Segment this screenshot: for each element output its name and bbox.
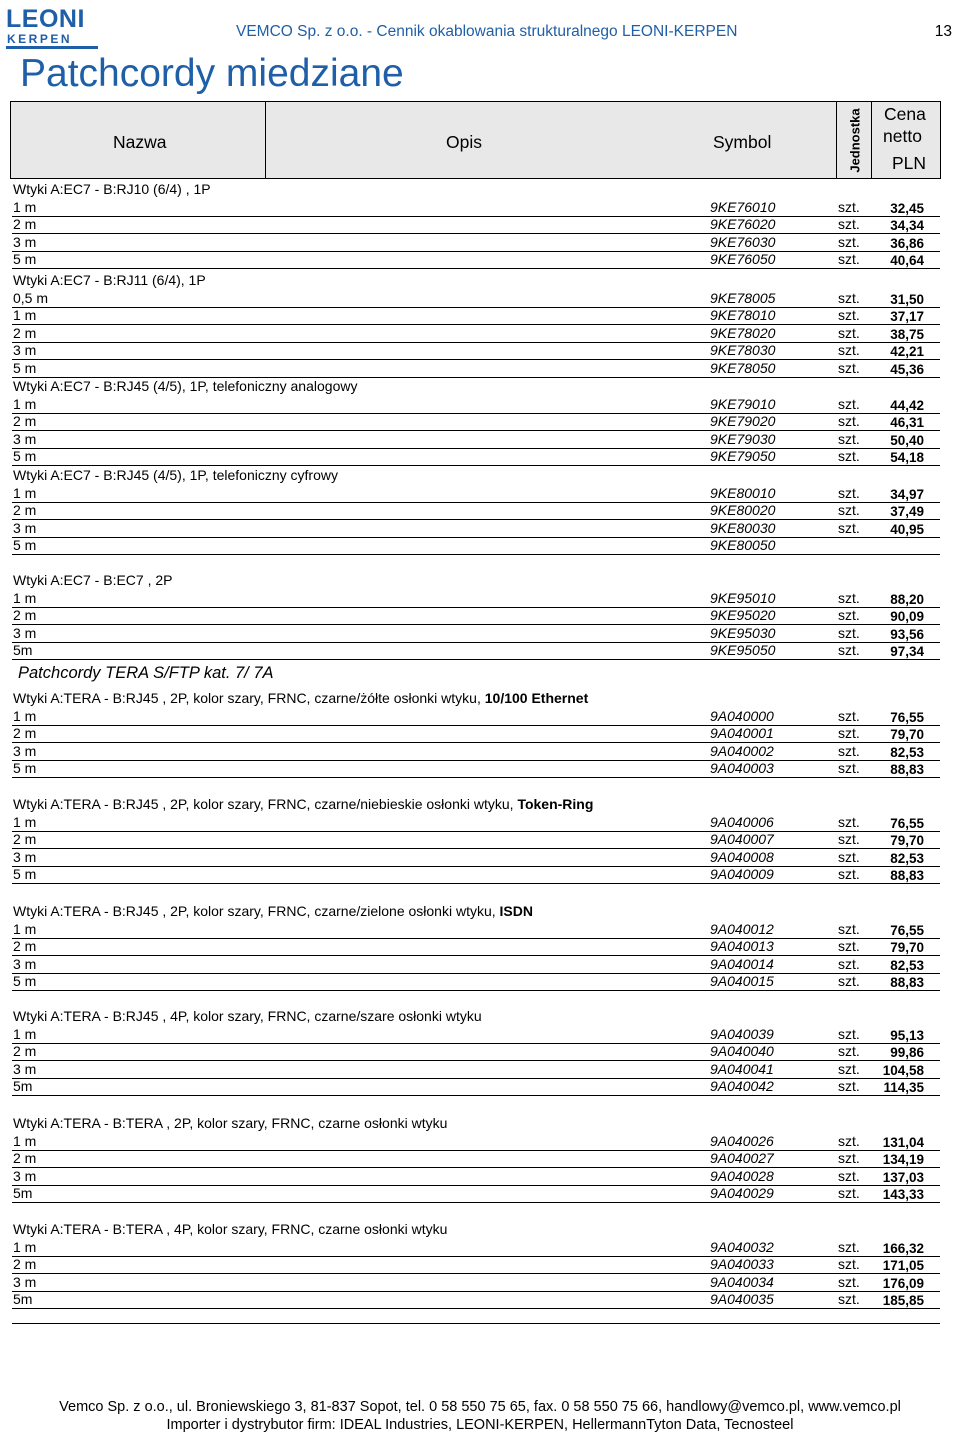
unit-cell: szt. <box>838 502 860 519</box>
group-title <box>13 796 593 813</box>
price-cell: 54,18 <box>890 450 924 466</box>
symbol-cell: 9KE80020 <box>710 502 776 519</box>
unit-cell: szt. <box>838 813 860 830</box>
length-cell: 2 m <box>13 502 37 519</box>
table-row <box>12 360 940 378</box>
length-cell: 1 m <box>13 707 37 724</box>
unit-cell: szt. <box>838 251 860 268</box>
length-cell: 5m <box>13 1291 33 1308</box>
table-row <box>12 814 940 832</box>
unit-cell: szt. <box>838 1150 860 1167</box>
price-cell: 34,97 <box>890 486 924 502</box>
symbol-cell: 9A040040 <box>710 1043 774 1060</box>
length-cell: 5 m <box>13 448 37 465</box>
group-header <box>12 1115 940 1132</box>
group-header <box>12 1221 940 1238</box>
symbol-cell: 9KE76010 <box>710 198 776 215</box>
table-row <box>12 1026 940 1044</box>
price-cell: 36,86 <box>890 235 924 251</box>
table-row <box>12 973 940 991</box>
price-cell: 185,85 <box>882 1293 924 1309</box>
symbol-cell: 9A040032 <box>710 1238 774 1255</box>
unit-cell: szt. <box>838 324 860 341</box>
symbol-cell: 9KE79020 <box>710 413 776 430</box>
length-cell: 2 m <box>13 607 37 624</box>
unit-cell: szt. <box>838 589 860 606</box>
symbol-cell: 9KE79050 <box>710 448 776 465</box>
group-title <box>13 690 588 707</box>
length-cell: 5m <box>13 1078 33 1095</box>
table-row <box>12 396 940 414</box>
price-cell: 79,70 <box>890 833 924 849</box>
price-cell: 76,55 <box>890 709 924 725</box>
unit-cell: szt. <box>838 1132 860 1149</box>
length-cell: 1 m <box>13 1132 37 1149</box>
symbol-cell: 9A040035 <box>710 1291 774 1308</box>
length-cell: 5 m <box>13 360 37 376</box>
group-title-part: , kolor szary, FRNC, czarne/szare osłonki wtyku <box>185 1008 482 1024</box>
symbol-cell: 9A040002 <box>710 742 774 759</box>
symbol-cell: 9A040015 <box>710 973 774 990</box>
table-row <box>12 431 940 449</box>
symbol-cell: 9KE76030 <box>710 233 776 250</box>
symbol-cell: 9KE78020 <box>710 324 776 341</box>
length-cell: 5 m <box>13 537 37 554</box>
symbol-cell: 9KE78050 <box>710 360 776 376</box>
length-cell: 2 m <box>13 831 37 848</box>
unit-cell: szt. <box>838 1025 860 1042</box>
table-row <box>12 866 940 884</box>
table-row <box>12 849 940 867</box>
price-cell: 31,50 <box>890 291 924 307</box>
table-row <box>12 342 940 360</box>
page-number: 13 <box>934 23 952 40</box>
table-row <box>12 938 940 956</box>
group-title-part: Token-Ring <box>517 796 594 812</box>
unit-cell: szt. <box>838 707 860 724</box>
symbol-cell: 9A040014 <box>710 955 774 972</box>
price-cell: 176,09 <box>882 1275 924 1291</box>
price-cell: 97,34 <box>890 644 924 660</box>
group-title-part: , kolor szary, FRNC, czarne/niebieskie osłonki wtyku, <box>185 796 518 812</box>
symbol-cell: 9A040027 <box>710 1150 774 1167</box>
length-cell: 1 m <box>13 1025 37 1042</box>
unit-cell: szt. <box>838 1043 860 1060</box>
length-cell: 0,5 m <box>13 289 49 306</box>
unit-cell: szt. <box>838 760 860 777</box>
unit-cell: szt. <box>838 955 860 972</box>
unit-cell: szt. <box>838 866 860 883</box>
leoni-kerpen-logo <box>6 6 100 46</box>
col-name-cell <box>10 101 266 179</box>
table-row <box>12 1078 940 1096</box>
table-row <box>12 743 940 761</box>
symbol-cell: 9A040001 <box>710 725 774 742</box>
price-cell: 76,55 <box>890 922 924 938</box>
table-row <box>12 413 940 431</box>
symbol-cell: 9A040042 <box>710 1078 774 1095</box>
symbol-cell: 9KE78005 <box>710 289 776 306</box>
unit-cell: szt. <box>838 519 860 536</box>
group-title-part: 10/100 Ethernet <box>484 690 589 706</box>
document-title: VEMCO Sp. z o.o. - Cennik okablowania strukturalnego LEONI-KERPEN <box>236 23 738 40</box>
price-cell: 79,70 <box>890 940 924 956</box>
length-cell: 2 m <box>13 413 37 430</box>
table-row <box>12 520 940 538</box>
symbol-cell: 9A040007 <box>710 831 774 848</box>
price-cell: 114,35 <box>883 1080 924 1096</box>
price-cell: 99,86 <box>890 1045 924 1061</box>
price-cell: 143,33 <box>882 1187 924 1203</box>
table-row <box>12 1256 940 1274</box>
unit-cell: szt. <box>838 973 860 990</box>
symbol-cell: 9A040028 <box>710 1167 774 1184</box>
symbol-cell: 9KE80030 <box>710 519 776 536</box>
table-row <box>12 725 940 743</box>
symbol-cell: 9A040006 <box>710 813 774 830</box>
group-title-part: , kolor szary, FRNC, czarne osłonki wtyku <box>189 1221 448 1237</box>
unit-cell: szt. <box>838 342 860 359</box>
unit-cell: szt. <box>838 448 860 465</box>
group-title-part: Wtyki A:TERA - B:TERA , 2P <box>13 1115 190 1131</box>
length-cell: 1 m <box>13 589 37 606</box>
price-cell: 46,31 <box>890 415 924 431</box>
unit-cell: szt. <box>838 742 860 759</box>
length-cell: 2 m <box>13 324 37 341</box>
unit-cell: szt. <box>838 642 860 659</box>
unit-cell: szt. <box>838 1291 860 1308</box>
col-unit-label: Jednostka <box>847 108 863 173</box>
table-row <box>12 607 940 625</box>
length-cell: 5m <box>13 1185 33 1202</box>
length-cell: 1 m <box>13 307 37 324</box>
length-cell: 3 m <box>13 624 37 641</box>
table-row <box>12 831 940 849</box>
length-cell: 3 m <box>13 430 37 447</box>
length-cell: 1 m <box>13 1238 37 1255</box>
table-row <box>12 216 940 234</box>
group-title-part: , kolor szary, FRNC, czarne/żółte osłonki wtyku, <box>185 690 485 706</box>
price-cell: 37,17 <box>890 309 924 325</box>
symbol-cell: 9A040041 <box>710 1060 774 1077</box>
table-row <box>12 1274 940 1292</box>
unit-cell: szt. <box>838 1078 860 1095</box>
symbol-cell: 9KE79010 <box>710 395 776 412</box>
unit-cell: szt. <box>838 1167 860 1184</box>
col-desc-label: Opis <box>446 132 482 152</box>
price-cell: 50,40 <box>890 432 924 448</box>
table-row <box>12 234 940 252</box>
table-row <box>12 537 940 555</box>
subsection-title: Patchcordy TERA S/FTP kat. 7/ 7A <box>18 664 274 682</box>
col-desc-cell <box>265 101 837 179</box>
group-title-part: Wtyki A:TERA - B:RJ45 , 4P <box>13 1008 186 1024</box>
price-cell: 95,13 <box>890 1027 924 1043</box>
group-header <box>12 378 940 395</box>
symbol-cell: 9KE95010 <box>710 589 776 606</box>
table-row <box>12 590 940 608</box>
price-cell: 131,04 <box>882 1134 924 1150</box>
group-title-part: Wtyki A:EC7 - B:RJ10 (6/4) , 1P <box>13 181 211 197</box>
group-title <box>13 572 173 589</box>
unit-cell: szt. <box>838 289 860 306</box>
symbol-cell: 9KE80010 <box>710 484 776 501</box>
unit-cell: szt. <box>838 1185 860 1202</box>
symbol-cell: 9KE78010 <box>710 307 776 324</box>
length-cell: 1 m <box>13 198 37 215</box>
group-title-part: , telefoniczny cyfrowy <box>204 467 338 483</box>
unit-cell: szt. <box>838 430 860 447</box>
table-row <box>12 1239 940 1257</box>
unit-cell: szt. <box>838 920 860 937</box>
unit-cell: szt. <box>838 1256 860 1273</box>
unit-cell: szt. <box>838 1060 860 1077</box>
unit-cell: szt. <box>838 831 860 848</box>
price-cell: 171,05 <box>882 1258 924 1274</box>
symbol-cell: 9A040009 <box>710 866 774 883</box>
symbol-cell: 9A040000 <box>710 707 774 724</box>
group-title <box>13 1221 447 1238</box>
group-header <box>12 272 940 289</box>
length-cell: 1 m <box>13 484 37 501</box>
logo-main-text: LEONI <box>6 5 85 33</box>
length-cell: 2 m <box>13 725 37 742</box>
col-unit-cell <box>836 101 872 179</box>
price-cell: 40,95 <box>890 521 924 537</box>
table-row <box>12 921 940 939</box>
price-cell: 104,58 <box>882 1062 924 1078</box>
price-cell: 88,83 <box>890 868 924 884</box>
group-header <box>12 181 940 198</box>
table-row <box>12 1150 940 1168</box>
price-cell: 88,83 <box>890 975 924 991</box>
logo-underline <box>6 46 98 49</box>
group-header <box>12 903 940 920</box>
symbol-cell: 9KE80050 <box>710 537 776 554</box>
unit-cell: szt. <box>838 216 860 233</box>
price-cell: 82,53 <box>890 744 924 760</box>
price-cell: 82,53 <box>890 957 924 973</box>
footer-distributor: Importer i dystrybutor firm: IDEAL Industries, LEONI-KERPEN, HellermannTyton Data, Tecnosteel <box>166 1417 794 1433</box>
length-cell: 5 m <box>13 760 37 777</box>
unit-cell: szt. <box>838 307 860 324</box>
symbol-cell: 9A040034 <box>710 1273 774 1290</box>
length-cell: 3 m <box>13 342 37 359</box>
col-price-cell <box>871 101 941 179</box>
group-title <box>13 1115 447 1132</box>
group-title <box>13 378 357 395</box>
price-cell: 45,36 <box>890 362 924 377</box>
price-cell: 40,64 <box>890 253 924 269</box>
unit-cell: szt. <box>838 1273 860 1290</box>
symbol-cell: 9KE95020 <box>710 607 776 624</box>
table-row <box>12 199 940 217</box>
length-cell: 3 m <box>13 742 37 759</box>
length-cell: 3 m <box>13 1060 37 1077</box>
group-title <box>13 467 338 484</box>
length-cell: 2 m <box>13 938 37 955</box>
symbol-cell: 9A040003 <box>710 760 774 777</box>
column-header <box>10 101 941 181</box>
logo-sub-text: KERPEN <box>7 32 73 46</box>
price-cell: 134,19 <box>882 1152 924 1168</box>
length-cell: 5 m <box>13 973 37 990</box>
price-cell: 88,20 <box>890 591 924 607</box>
unit-cell: szt. <box>838 198 860 215</box>
length-cell: 3 m <box>13 848 37 865</box>
group-title-part: , telefoniczny analogowy <box>204 378 358 394</box>
unit-cell: szt. <box>838 624 860 641</box>
group-title <box>13 181 211 198</box>
group-header <box>12 572 940 589</box>
group-title <box>13 272 206 289</box>
unit-cell: szt. <box>838 607 860 624</box>
length-cell: 2 m <box>13 1043 37 1060</box>
section-title: Patchcordy miedziane <box>20 52 404 95</box>
price-cell: 88,83 <box>890 762 924 778</box>
col-price-label-3: PLN <box>892 153 927 173</box>
table-row <box>12 325 940 343</box>
group-title-part: ISDN <box>499 903 533 919</box>
length-cell: 2 m <box>13 1256 37 1273</box>
price-cell: 37,49 <box>890 504 924 520</box>
length-cell: 3 m <box>13 519 37 536</box>
symbol-cell: 9A040029 <box>710 1185 774 1202</box>
length-cell: 3 m <box>13 1273 37 1290</box>
symbol-cell: 9A040026 <box>710 1132 774 1149</box>
unit-cell: szt. <box>838 938 860 955</box>
price-cell: 93,56 <box>890 626 924 642</box>
table-row <box>12 1043 940 1061</box>
table-row <box>12 642 940 660</box>
table-row <box>12 760 940 778</box>
price-cell: 34,34 <box>890 218 924 234</box>
symbol-cell: 9KE79030 <box>710 430 776 447</box>
length-cell: 1 m <box>13 395 37 412</box>
table-row <box>12 1133 940 1151</box>
length-cell: 5m <box>13 642 33 659</box>
symbol-cell: 9A040013 <box>710 938 774 955</box>
group-title-part: Wtyki A:TERA - B:RJ45 , 2P <box>13 690 186 706</box>
table-row <box>12 290 940 308</box>
group-title-part: Wtyki A:TERA - B:RJ45 , 2P <box>13 796 186 812</box>
group-header <box>12 690 940 707</box>
unit-cell: szt. <box>838 725 860 742</box>
group-title-part: Wtyki A:EC7 - B:EC7 , 2P <box>13 572 173 588</box>
table-row <box>12 708 940 726</box>
price-cell: 137,03 <box>882 1169 924 1185</box>
symbol-cell: 9KE95030 <box>710 624 776 641</box>
table-row <box>12 1168 940 1186</box>
length-cell: 3 m <box>13 955 37 972</box>
table-row <box>12 956 940 974</box>
group-title-part: Wtyki A:EC7 - B:RJ45 (4/5), 1P <box>13 467 205 483</box>
price-cell: 76,55 <box>890 815 924 831</box>
group-title-part: Wtyki A:TERA - B:RJ45 , 2P <box>13 903 186 919</box>
price-cell: 166,32 <box>882 1240 924 1256</box>
price-cell: 32,45 <box>890 200 924 216</box>
table-row <box>12 1291 940 1309</box>
group-header <box>12 1008 940 1025</box>
table-row <box>12 1185 940 1203</box>
unit-cell: szt. <box>838 484 860 501</box>
price-cell: 44,42 <box>890 397 924 413</box>
length-cell: 3 m <box>13 1167 37 1184</box>
unit-cell: szt. <box>838 233 860 250</box>
col-price-label-2: netto <box>883 126 922 146</box>
symbol-cell: 9A040039 <box>710 1025 774 1042</box>
symbol-cell: 9A040008 <box>710 848 774 865</box>
group-title-part: , kolor szary, FRNC, czarne osłonki wtyku <box>189 1115 448 1131</box>
table-row <box>12 485 940 503</box>
group-header <box>12 796 940 813</box>
length-cell: 2 m <box>13 1150 37 1167</box>
symbol-cell: 9A040033 <box>710 1256 774 1273</box>
unit-cell: szt. <box>838 848 860 865</box>
group-title-part: Wtyki A:EC7 - B:RJ11 (6/4), 1P <box>13 272 206 288</box>
table-row <box>12 251 940 269</box>
symbol-cell: 9A040012 <box>710 920 774 937</box>
group-title-part: , kolor szary, FRNC, czarne/zielone osłonki wtyku, <box>185 903 500 919</box>
length-cell: 2 m <box>13 216 37 233</box>
table-end-line <box>12 1323 940 1324</box>
unit-cell: szt. <box>838 395 860 412</box>
col-name-label: Nazwa <box>113 132 167 152</box>
symbol-cell: 9KE76020 <box>710 216 776 233</box>
table-row <box>12 1061 940 1079</box>
table-row <box>12 502 940 520</box>
unit-cell: szt. <box>838 360 860 376</box>
col-symbol-label: Symbol <box>713 132 772 152</box>
group-title <box>13 903 533 920</box>
length-cell: 5 m <box>13 251 37 268</box>
table-row <box>12 448 940 466</box>
price-cell: 79,70 <box>890 727 924 743</box>
unit-cell: szt. <box>838 413 860 430</box>
group-title-part: Wtyki A:TERA - B:TERA , 4P <box>13 1221 190 1237</box>
table-row <box>12 307 940 325</box>
table-row <box>12 625 940 643</box>
symbol-cell: 9KE78030 <box>710 342 776 359</box>
symbol-cell: 9KE95050 <box>710 642 776 659</box>
unit-cell: szt. <box>838 1238 860 1255</box>
length-cell: 1 m <box>13 920 37 937</box>
price-cell: 42,21 <box>890 344 924 360</box>
footer-contact: Vemco Sp. z o.o., ul. Broniewskiego 3, 81-837 Sopot, tel. 0 58 550 75 65, fax. 0 58 550 75 66, handlowy@vemco.pl, www.vemco.pl <box>59 1399 901 1415</box>
length-cell: 5 m <box>13 866 37 883</box>
group-title-part: Wtyki A:EC7 - B:RJ45 (4/5), 1P <box>13 378 205 394</box>
price-cell: 38,75 <box>890 326 924 342</box>
price-cell: 90,09 <box>890 609 924 625</box>
length-cell: 3 m <box>13 233 37 250</box>
price-cell: 82,53 <box>890 850 924 866</box>
col-price-label-1: Cena <box>884 104 926 124</box>
group-title <box>13 1008 482 1025</box>
symbol-cell: 9KE76050 <box>710 251 776 268</box>
group-header <box>12 467 940 484</box>
length-cell: 1 m <box>13 813 37 830</box>
